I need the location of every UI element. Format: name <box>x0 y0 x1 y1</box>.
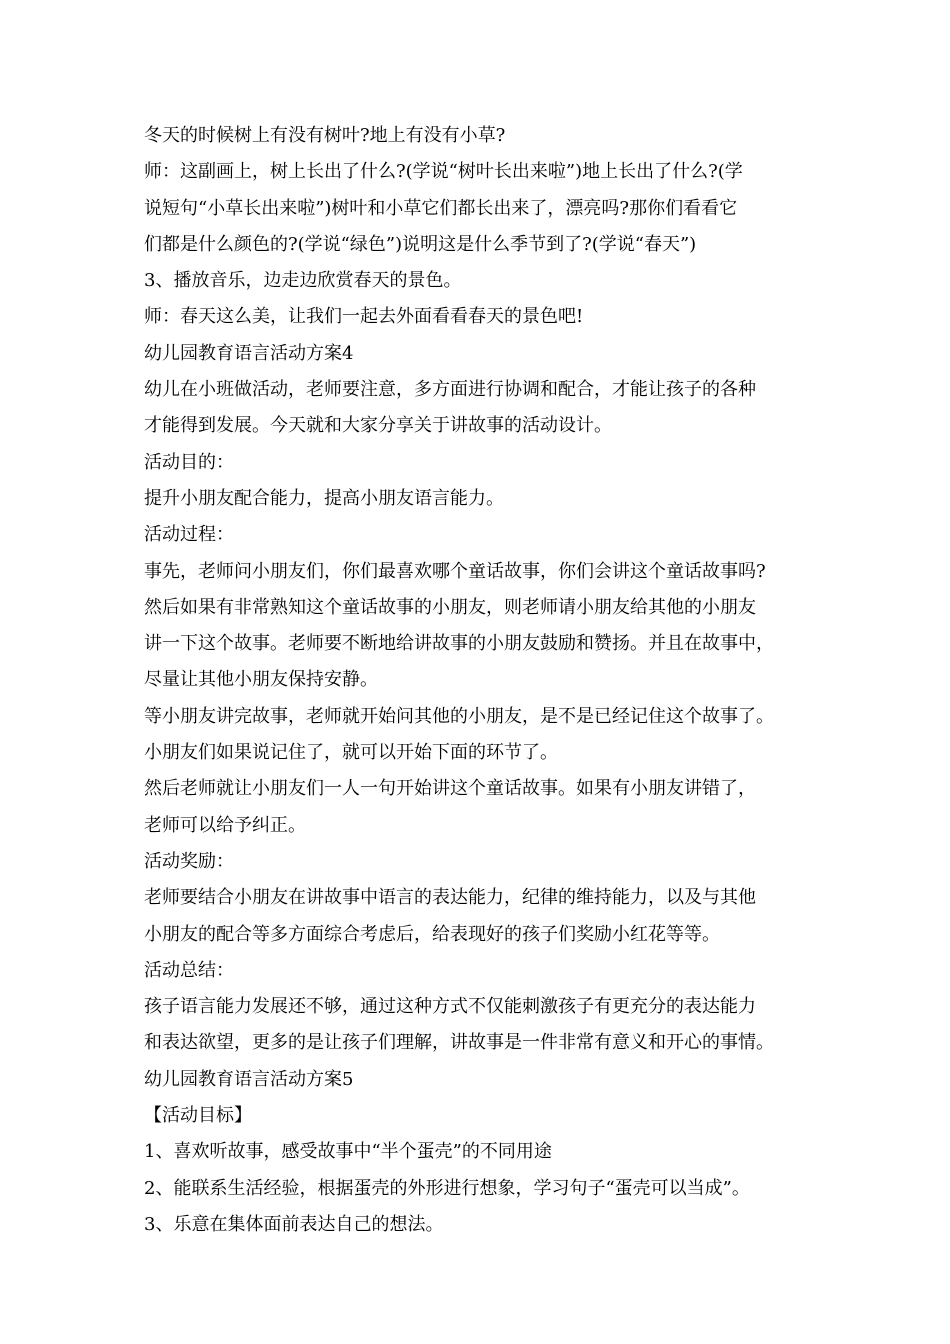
text-line: 老师可以给予纠正。 <box>144 814 306 836</box>
document-body <box>144 118 824 1243</box>
text-line: 然后如果有非常熟知这个童话故事的小朋友，则老师请小朋友给其他的小朋友 <box>144 596 756 618</box>
section-heading: 幼儿园教育语言活动方案4 <box>144 342 354 364</box>
subheading: 活动奖励： <box>144 850 234 872</box>
subheading: 【活动目标】 <box>144 1105 252 1127</box>
text-line: 说短句“小草长出来啦”)树叶和小草它们都长出来了，漂亮吗?那你们看看它 <box>144 197 738 219</box>
text-line: 然后老师就让小朋友们一人一句开始讲这个童话故事。如果有小朋友讲错了， <box>144 778 756 800</box>
text-line: 幼儿在小班做活动，老师要注意，多方面进行协调和配合，才能让孩子的各种 <box>144 379 756 401</box>
text-line: 才能得到发展。今天就和大家分享关于讲故事的活动设计。 <box>144 415 612 437</box>
text-line: 1、喜欢听故事，感受故事中“半个蛋壳”的不同用途 <box>144 1141 552 1163</box>
text-line: 3、乐意在集体面前表达自己的想法。 <box>144 1213 444 1235</box>
text-line: 冬天的时候树上有没有树叶?地上有没有小草? <box>144 125 506 146</box>
subheading: 活动目的： <box>144 451 234 473</box>
text-line: 小朋友们如果说记住了，就可以开始下面的环节了。 <box>144 742 558 764</box>
text-line: 孩子语言能力发展还不够，通过这种方式不仅能刺激孩子有更充分的表达能力 <box>144 996 756 1018</box>
text-line: 尽量让其他小朋友保持安静。 <box>144 669 378 691</box>
text-line: 等小朋友讲完故事，老师就开始问其他的小朋友，是不是已经记住这个故事了。 <box>144 705 774 727</box>
text-line: 师：春天这么美，让我们一起去外面看看春天的景色吧! <box>144 306 584 328</box>
subheading: 活动过程： <box>144 524 234 546</box>
text-line: 们都是什么颜色的?(学说“绿色”)说明这是什么季节到了?(学说“春天”) <box>144 233 697 255</box>
text-line: 2、能联系生活经验，根据蛋壳的外形进行想象，学习句子“蛋壳可以当成”。 <box>144 1177 750 1199</box>
text-line: 事先，老师问小朋友们，你们最喜欢哪个童话故事，你们会讲这个童话故事吗? <box>144 560 766 582</box>
text-line: 讲一下这个故事。老师要不断地给讲故事的小朋友鼓励和赞扬。并且在故事中， <box>144 633 774 655</box>
section-heading: 幼儿园教育语言活动方案5 <box>144 1068 354 1090</box>
text-line: 小朋友的配合等多方面综合考虑后，给表现好的孩子们奖励小红花等等。 <box>144 923 720 945</box>
text-line: 师：这副画上，树上长出了什么?(学说“树叶长出来啦”)地上长出了什么?(学 <box>144 161 743 183</box>
subheading: 活动总结： <box>144 959 234 981</box>
text-line: 老师要结合小朋友在讲故事中语言的表达能力，纪律的维持能力，以及与其他 <box>144 887 756 909</box>
text-line: 和表达欲望，更多的是让孩子们理解，讲故事是一件非常有意义和开心的事情。 <box>144 1032 774 1054</box>
text-line: 3、播放音乐，边走边欣赏春天的景色。 <box>144 270 462 292</box>
text-line: 提升小朋友配合能力，提高小朋友语言能力。 <box>144 487 504 509</box>
